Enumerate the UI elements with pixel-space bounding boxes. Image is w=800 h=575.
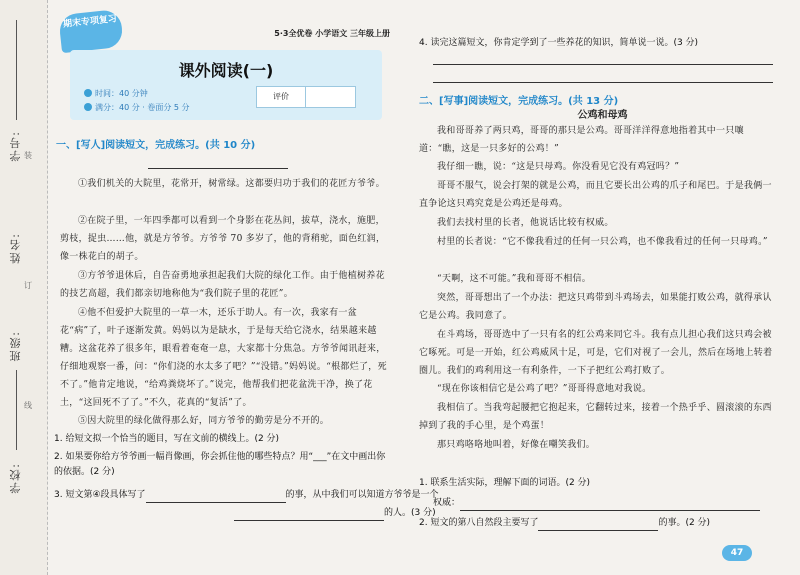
story-paragraph-3: 哥哥不服气，说会打架的就是公鸡，而且它要长出公鸡的爪子和尾巴。于是我俩一直争论这只鸡究竟是公鸡还是母鸡。 bbox=[419, 181, 772, 209]
title-blank[interactable] bbox=[148, 168, 288, 169]
cut-mark: 线 bbox=[24, 401, 32, 410]
story-paragraph-1: 我和哥哥养了两只鸡，哥哥的那只是公鸡。哥哥洋洋得意地指着其中一只嚷道：“瞧，这是一只多好的公鸡！” bbox=[419, 126, 744, 154]
section-1-heading: 一、[写人]阅读短文，完成练习。(共 10 分) bbox=[56, 140, 256, 151]
question-4: 4. 读完这篇短文，你肯定学到了一些养花的知识，简单说一说。(3 分) bbox=[419, 38, 699, 48]
page-title: 课外阅读(一) bbox=[178, 61, 274, 80]
story-paragraph-10: 我相信了。当我弯起腰把它抱起来，它翻转过来，接着一个热乎乎、圆滚滚的东西掉到了我的手心里，是个鸡蛋！ bbox=[419, 403, 772, 431]
page-number: 47 bbox=[722, 545, 752, 561]
word-answer: 权威： bbox=[433, 496, 789, 511]
story-paragraph-9: “现在你该相信它是公鸡了吧？”哥哥得意地对我说。 bbox=[437, 384, 652, 394]
answer-line[interactable] bbox=[433, 82, 773, 83]
answer-line[interactable] bbox=[433, 64, 773, 65]
binding-strip bbox=[0, 0, 48, 575]
paragraph-5: ⑤因大院里的绿化做得那么好，同方爷爷的勤劳是分不开的。 bbox=[78, 416, 330, 426]
question-3: 3. 短文第④段具体写了 的事，从中我们可以知道方爷爷是一个 bbox=[54, 488, 390, 503]
left-page bbox=[48, 0, 439, 575]
answer-blank[interactable] bbox=[146, 502, 286, 503]
story-question-2: 2. 短文的第八自然段主要写了 的事。(2 分) bbox=[419, 516, 789, 531]
cut-mark: 订 bbox=[24, 281, 32, 290]
eval-label: 评价 bbox=[257, 87, 306, 107]
story-title: 公鸡和母鸡 bbox=[577, 110, 628, 121]
story-paragraph-5: 村里的长者说：“它不像我看过的任何一只公鸡，也不像我看过的任何一只母鸡。” bbox=[437, 237, 768, 247]
story-paragraph-8: 在斗鸡场，哥哥选中了一只有名的红公鸡来同它斗。我有点儿担心我们这只鸡会被它啄死。可是一开始，红公鸡威风十足，可是，它们对视了一会儿，然后在场地上转着圈儿。我们的鸡利用这一有利条件，一下子把红公鸡打败了。 bbox=[419, 330, 773, 376]
paragraph-1: ①我们机关的大院里，花常开，树常绿。这都要归功于我们的花匠方爷爷。 bbox=[78, 179, 385, 189]
right-page bbox=[405, 0, 800, 575]
class-label: 班级: bbox=[9, 330, 22, 362]
cut-mark: 装 bbox=[24, 151, 32, 160]
story-paragraph-11: 那只鸡咯咯地叫着，好像在嘲笑我们。 bbox=[437, 440, 596, 450]
story-paragraph-6: “天啊，这不可能。”我和哥哥不相信。 bbox=[437, 274, 592, 284]
number-label: 学号: bbox=[9, 130, 22, 162]
score-icon bbox=[84, 103, 92, 111]
brand-line: 5·3全优卷 小学语文 三年级上册 bbox=[274, 29, 390, 38]
eval-blank[interactable] bbox=[306, 87, 355, 107]
paragraph-4: ④他不但爱护大院里的一草一木，还乐于助人。有一次，我家有一盆花“病”了，叶子逐渐发黄。妈妈以为是缺水，于是每天给它浇水，结果越来越糟。这盆花养了很多年，眼看着奄奄一息，大家都十分焦急。方爷爷闻讯赶来，仔细地观察一番，问：“你们浇的水太多了吧？”“没错。”妈妈说。“根都烂了，死不了。”他肯定地说，“给鸡粪烧坏了。”说完，他帮我们把花盆洗干净，换了花土，“这回死不了了。”不久，花真的“复活”了。 bbox=[60, 308, 387, 408]
section-2-heading: 二、[写事]阅读短文，完成练习。(共 13 分) bbox=[419, 96, 619, 107]
score-info: 满分：40 分 · 卷面分 5 分 bbox=[84, 102, 190, 113]
evaluation-box bbox=[256, 86, 356, 108]
question-3-cont: 的人。(3 分) bbox=[54, 506, 390, 521]
story-paragraph-4: 我们去找村里的长者，他说话比较有权威。 bbox=[437, 218, 614, 228]
story-question-1: 1. 联系生活实际，理解下面的词语。(2 分) bbox=[419, 478, 591, 488]
answer-blank[interactable] bbox=[234, 520, 384, 521]
time-info: 时间：40 分钟 bbox=[84, 88, 148, 99]
clock-icon bbox=[84, 89, 92, 97]
story-paragraph-2: 我仔细一瞧，说：“这是只母鸡。你没看见它没有鸡冠吗？” bbox=[437, 162, 680, 172]
answer-blank[interactable] bbox=[460, 510, 760, 511]
header-box bbox=[70, 50, 382, 120]
question-2: 2. 如果要你给方爷爷画一幅肖像画，你会抓住他的哪些特点？用“___”在文中画出你的依据。(2 分) bbox=[54, 452, 386, 477]
name-label: 姓名: bbox=[9, 232, 22, 264]
school-label: 学校: bbox=[9, 462, 22, 494]
fill-line bbox=[16, 20, 17, 120]
review-banner: 期末专项复习 bbox=[58, 9, 124, 53]
fill-line bbox=[16, 370, 17, 450]
answer-blank[interactable] bbox=[538, 530, 658, 531]
paragraph-2: ②在院子里，一年四季都可以看到一个身影在花丛间，拔草，浇水，施肥，剪枝，捉虫……他，就是方爷爷。方爷爷 70 多岁了，他的背稍驼，面色红润，像一株花白的胡子。 bbox=[60, 216, 386, 262]
question-1: 1. 给短文拟一个恰当的题目，写在文前的横线上。(2 分) bbox=[54, 434, 280, 444]
story-paragraph-7: 突然，哥哥想出了一个办法：把这只鸡带到斗鸡场去，如果能打败公鸡，就得承认它是公鸡。我同意了。 bbox=[419, 293, 772, 321]
paragraph-3: ③方爷爷退休后，自告奋勇地承担起我们大院的绿化工作。由于他植树养花的技艺高超，我们都亲切地称他为“我们院子里的花匠”。 bbox=[60, 271, 385, 299]
